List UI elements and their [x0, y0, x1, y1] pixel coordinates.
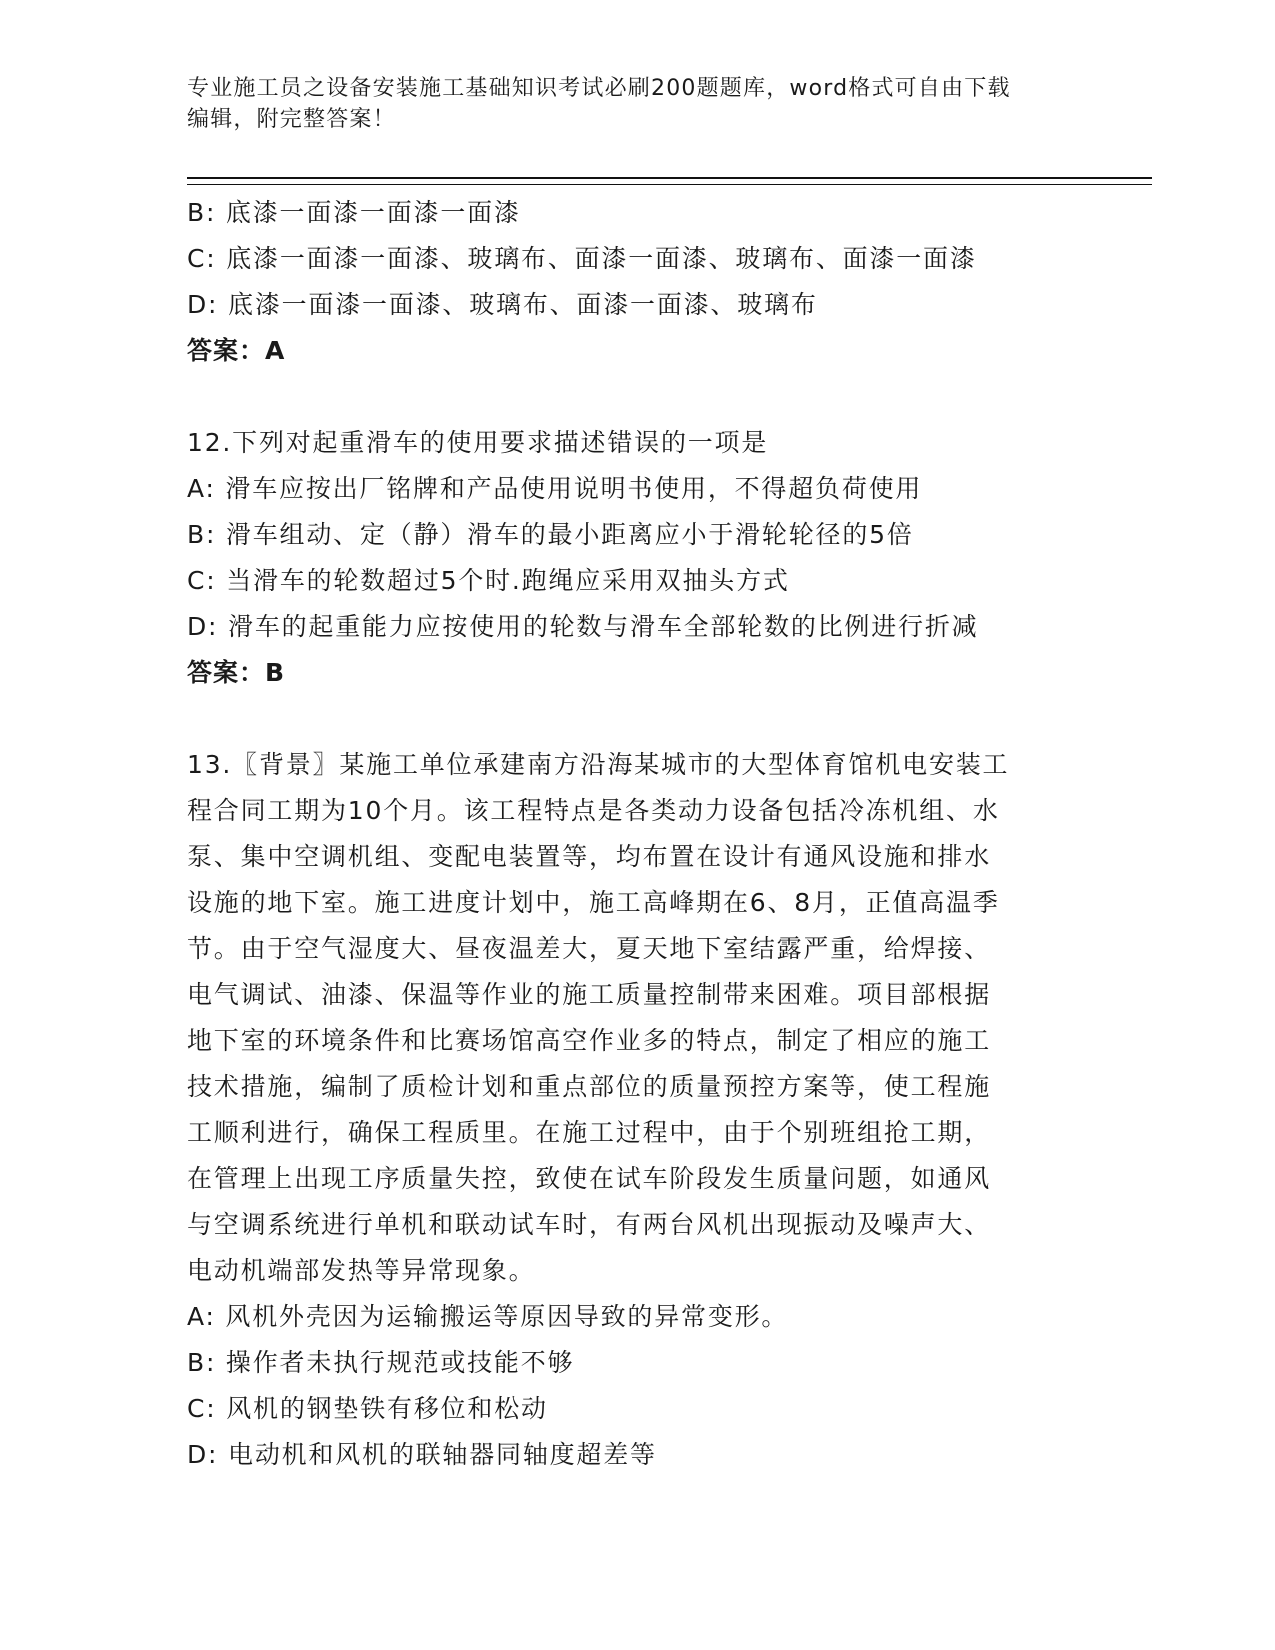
spacer [187, 374, 1087, 420]
q13-option-c: C: 风机的钢垫铁有移位和松动 [187, 1394, 548, 1423]
question-13-block [187, 742, 1087, 1478]
q12-stem: 12.下列对起重滑车的使用要求描述错误的一项是 [187, 428, 769, 457]
q11-answer: 答案：A [187, 336, 286, 365]
spacer [187, 696, 1087, 742]
q13-stem-line: 电气调试、油漆、保温等作业的施工质量控制带来困难。项目部根据 [187, 980, 992, 1009]
q13-stem-line: 程合同工期为10个月。该工程特点是各类动力设备包括冷冻机组、水 [187, 796, 1000, 825]
header-divider-thin [187, 184, 1152, 185]
q13-stem-line: 与空调系统进行单机和联动试车时，有两台风机出现振动及噪声大、 [187, 1210, 992, 1239]
q13-stem-line: 电动机端部发热等异常现象。 [187, 1256, 536, 1285]
header-line-1: 专业施工员之设备安装施工基础知识考试必刷200题题库，word格式可自由下载 [187, 76, 1011, 101]
q12-option-a: A: 滑车应按出厂铭牌和产品使用说明书使用，不得超负荷使用 [187, 474, 923, 503]
q13-stem-line: 设施的地下室。施工进度计划中，施工高峰期在6、8月，正值高温季 [187, 888, 1000, 917]
document-header [187, 73, 1077, 135]
document-body [187, 190, 1087, 1478]
q13-option-d: D: 电动机和风机的联轴器同轴度超差等 [187, 1440, 657, 1469]
q12-option-c: C: 当滑车的轮数超过5个时.跑绳应采用双抽头方式 [187, 566, 790, 595]
q13-stem-line: 泵、集中空调机组、变配电装置等，均布置在设计有通风设施和排水 [187, 842, 992, 871]
q13-option-b: B: 操作者未执行规范或技能不够 [187, 1348, 575, 1377]
q11-option-d: D: 底漆一面漆一面漆、玻璃布、面漆一面漆、玻璃布 [187, 290, 818, 319]
q13-stem-line: 在管理上出现工序质量失控，致使在试车阶段发生质量问题，如通风 [187, 1164, 992, 1193]
q12-option-d: D: 滑车的起重能力应按使用的轮数与滑车全部轮数的比例进行折减 [187, 612, 979, 641]
q13-stem-line: 节。由于空气湿度大、昼夜温差大，夏天地下室结露严重，给焊接、 [187, 934, 992, 963]
q13-stem-line: 工顺利进行，确保工程质里。在施工过程中，由于个别班组抢工期， [187, 1118, 992, 1147]
q12-answer: 答案：B [187, 658, 286, 687]
header-divider-thick [187, 177, 1152, 179]
q11-option-c: C: 底漆一面漆一面漆、玻璃布、面漆一面漆、玻璃布、面漆一面漆 [187, 244, 977, 273]
q11-option-b: B: 底漆一面漆一面漆一面漆 [187, 198, 521, 227]
question-11-block [187, 190, 1087, 374]
q13-stem-line: 13.〖背景〗某施工单位承建南方沿海某城市的大型体育馆机电安装工 [187, 750, 1010, 779]
q13-option-a: A: 风机外壳因为运输搬运等原因导致的异常变形。 [187, 1302, 789, 1331]
q12-option-b: B: 滑车组动、定（静）滑车的最小距离应小于滑轮轮径的5倍 [187, 520, 914, 549]
q13-stem-line: 技术措施，编制了质检计划和重点部位的质量预控方案等，使工程施 [187, 1072, 992, 1101]
q13-stem-line: 地下室的环境条件和比赛场馆高空作业多的特点，制定了相应的施工 [187, 1026, 992, 1055]
header-line-2: 编辑，附完整答案！ [187, 107, 396, 132]
question-12-block [187, 420, 1087, 696]
